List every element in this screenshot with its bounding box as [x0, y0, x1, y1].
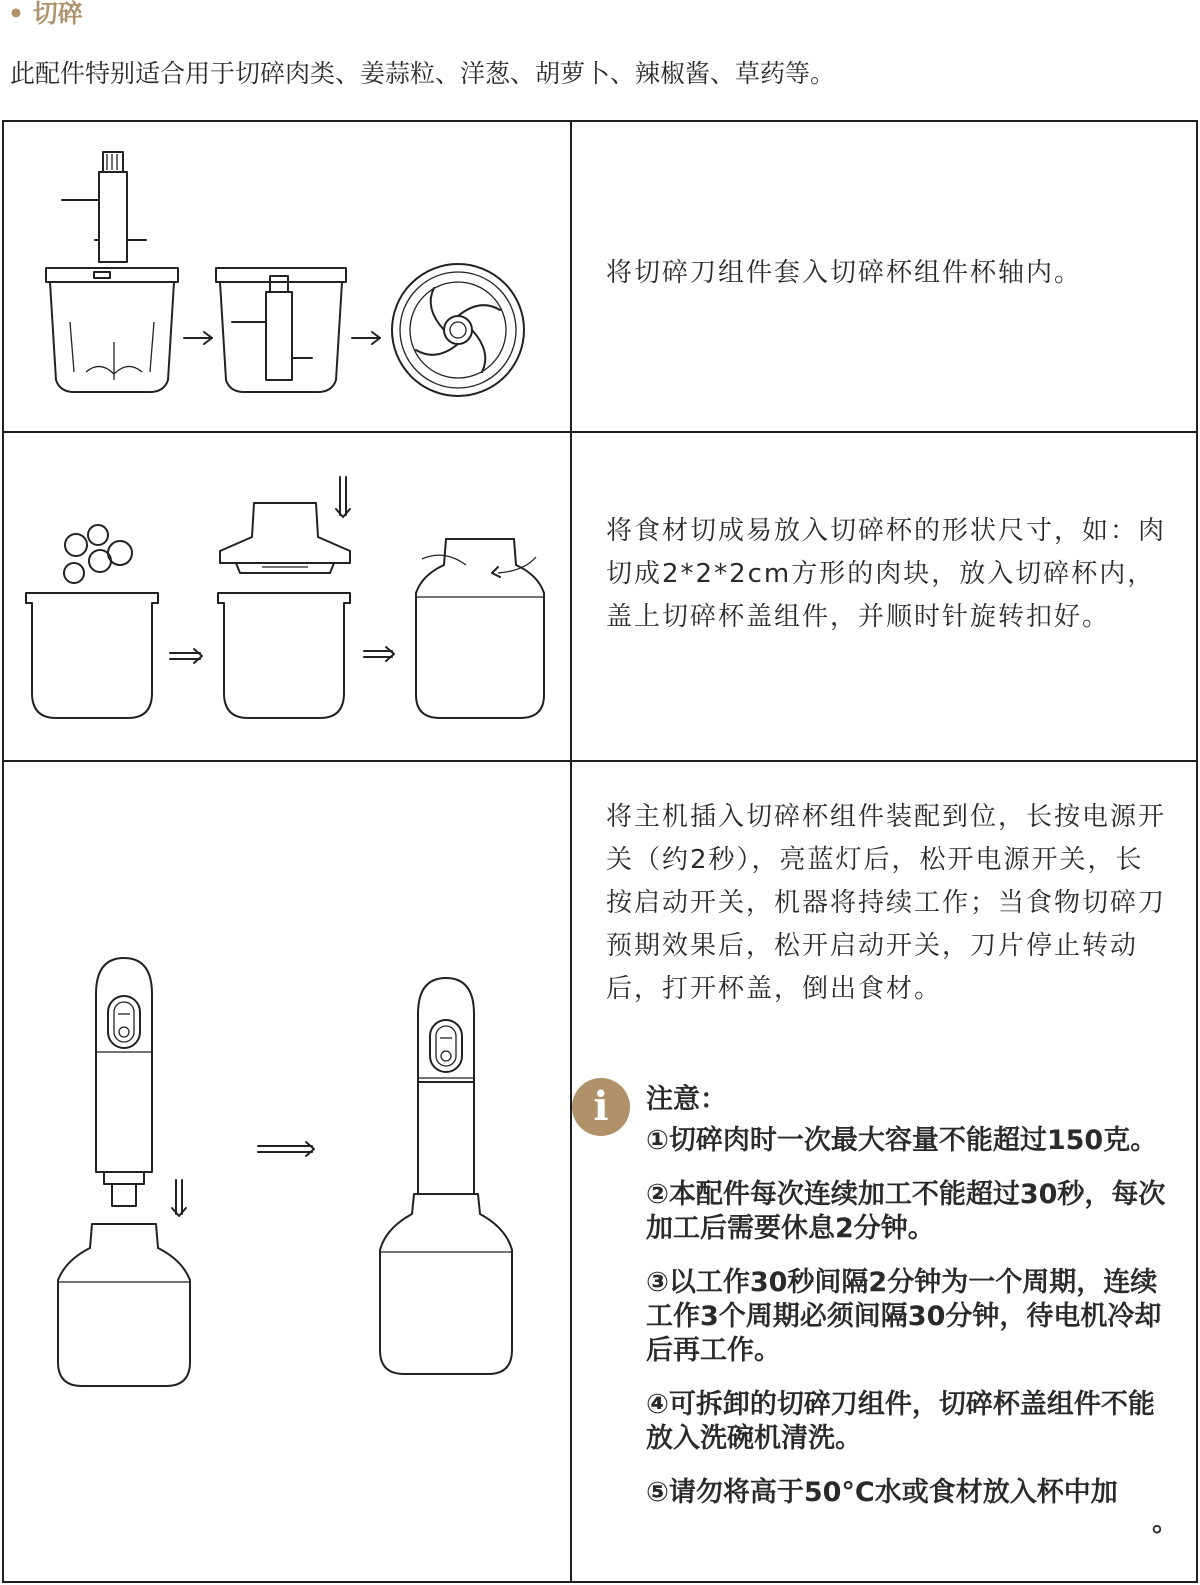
arrow-right-icon	[184, 332, 212, 344]
arrow-right-icon	[364, 647, 394, 661]
step1-text: 将切碎刀组件套入切碎杯组件杯轴内。	[606, 258, 1083, 288]
assembled-cup-drawing	[216, 268, 346, 392]
step3-illustration	[0, 762, 568, 1582]
notice-item: ①切碎肉时一次最大容量不能超过150克。	[646, 1125, 1158, 1156]
step2-text: 将食材切成易放入切碎杯的形状尺寸，如：肉切成2*2*2cm方形的肉块，放入切碎杯内，盖上切碎杯盖组件，并顺时针旋转扣好。	[606, 516, 1167, 632]
intro-text: 此配件特别适合用于切碎肉类、姜蒜粒、洋葱、胡萝卜、辣椒酱、草药等。	[10, 59, 836, 88]
table-column-divider	[570, 120, 572, 1583]
assembled-device-drawing	[380, 978, 512, 1374]
arrow-right-icon	[352, 332, 380, 344]
notice-item: ③以工作30秒间隔2分钟为一个周期，连续工作3个周期必须间隔30分钟，待电机冷却后再工作。	[646, 1267, 1162, 1366]
food-chunks-drawing	[64, 525, 132, 583]
motor-unit-drawing	[96, 958, 152, 1206]
notice-tail-punctuation: 。	[1152, 1507, 1179, 1538]
step3-text: 将主机插入切碎杯组件装配到位，长按电源开关（约2秒），亮蓝灯后，松开电源开关，长按启动开关，机器将持续工作；当食物切碎刀预期效果后，松开启动开关，刀片停止转动后，打开杯盖，倒出食材。	[606, 802, 1167, 1004]
step2-illustration	[0, 433, 568, 759]
cup-top-view-drawing	[392, 264, 524, 396]
notice-item: ④可拆卸的切碎刀组件，切碎杯盖组件不能放入洗碗机清洗。	[646, 1389, 1155, 1454]
blade-assembly-drawing	[62, 152, 146, 262]
arrow-right-icon	[258, 1142, 314, 1156]
info-icon: i	[572, 1078, 630, 1136]
cup-drawing	[26, 593, 158, 718]
step1-illustration	[0, 122, 568, 430]
section-bullet: •	[8, 0, 24, 28]
cup-drawing	[218, 593, 350, 718]
empty-cup-drawing	[46, 268, 178, 392]
arrow-down-icon	[172, 1180, 186, 1216]
notice-item: ⑤请勿将高于50°C水或食材放入杯中加	[646, 1477, 1118, 1508]
arrow-right-icon	[170, 649, 202, 663]
lid-drawing	[220, 503, 350, 573]
chopper-cup-drawing	[58, 1224, 190, 1386]
arrow-down-icon	[336, 477, 350, 517]
section-heading	[8, 0, 83, 32]
notice-list	[646, 1124, 1176, 1530]
section-title: 切碎	[32, 0, 83, 28]
notice-item: ②本配件每次连续加工不能超过30秒，每次加工后需要休息2分钟。	[646, 1179, 1166, 1244]
notice-title: 注意：	[646, 1084, 727, 1115]
